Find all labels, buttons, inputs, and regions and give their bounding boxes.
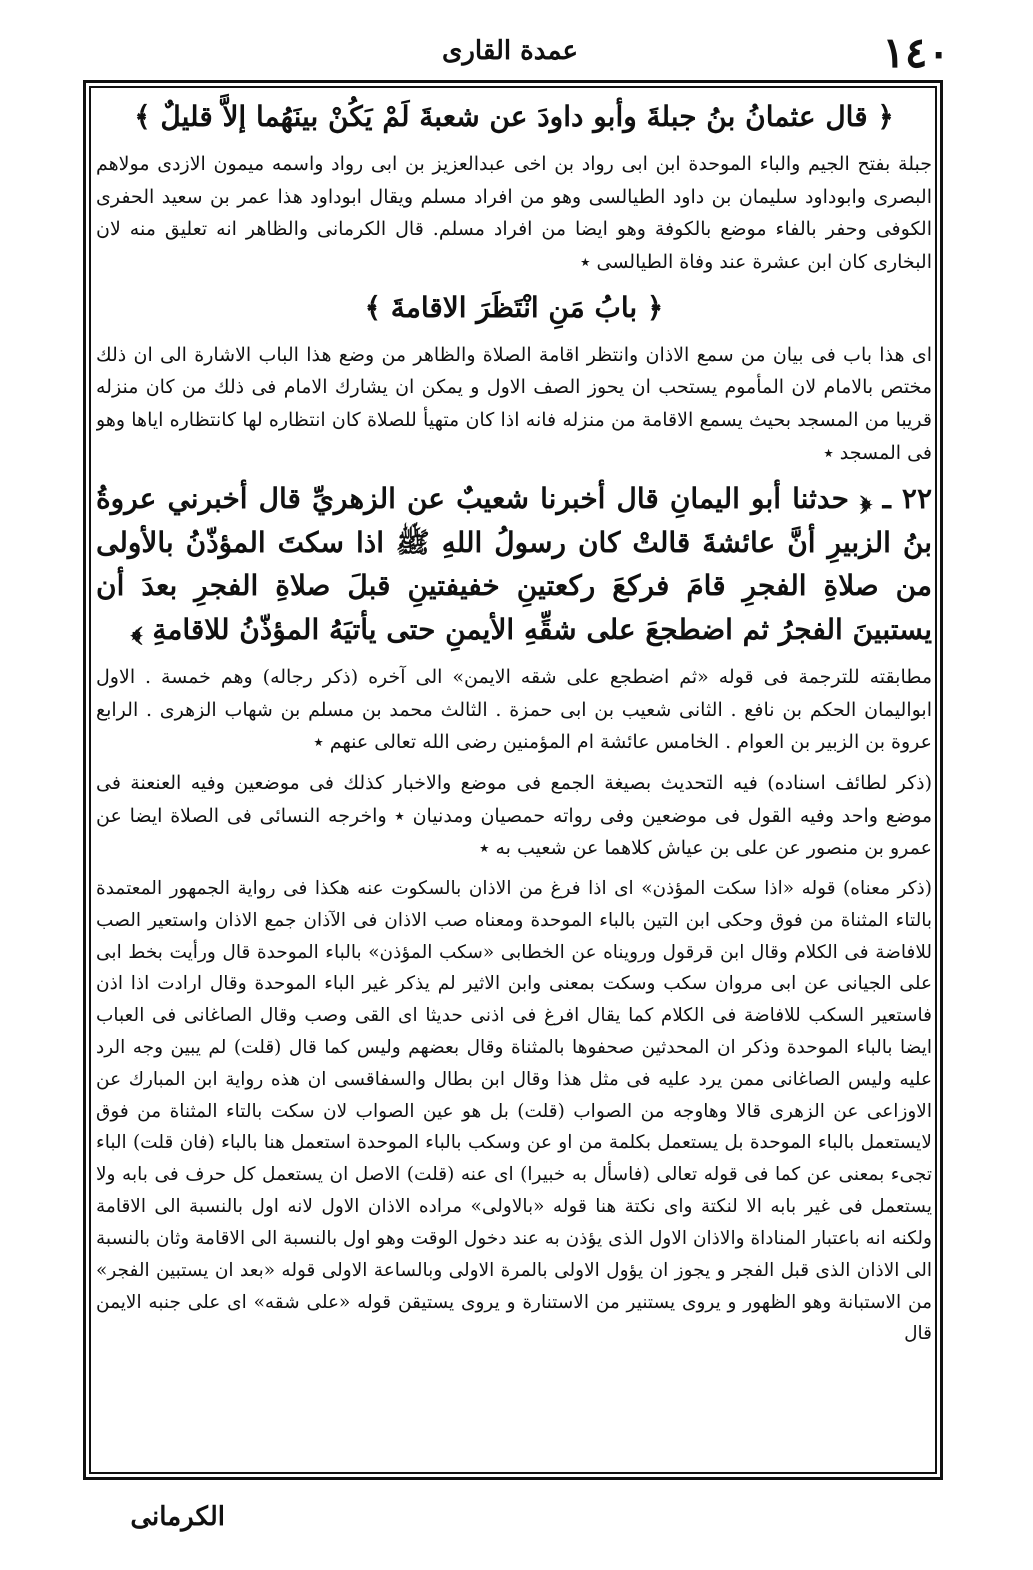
- catchword: الكرمانی: [130, 1502, 225, 1532]
- commentary-paragraph: جبلة بفتح الجيم والباء الموحدة ابن ابی رواد بن اخی عبدالعزيز بن ابی رواد واسمه ميمون الازدی مولاهم البصری وابوداود سليمان بن داود الطيالسی وهو من افراد مسلم ويقال ابوداود هذا عمر بن سعيد الحفری الكوفی وحفر بالفاء موضع بالكوفة وهو ايضا من افراد مسلم. قال الكرمانی والظاهر انه تعليق منه لان البخاری كان ابن عشرة عند وفاة الطيالسی ٭: [96, 153, 932, 274]
- commentary-paragraph: (ذكر معناه) قوله «اذا سكت المؤذن» ای اذا فرغ من الاذان بالسكوت عنه هكذا فی رواية الجمهور المعتمدة بالتاء المثناة من فوق وحكی ابن التين بالباء الموحدة ومعناه صب الاذان فی الآذان جمع الاذان واستعير الصب للافاضة فی الكلام وقال ابن قرقول ورويناه عن الخطابی «سكب المؤذن» بالباء الموحدة قال ورأيت بخط ابی علی الجيانی عن ابی مروان سكب وسكت بمعنی وابن الاثير لم يذكر غير الباء الموحدة وقال ارادت اذا اذن فاستعير السكب للافاضة فی الكلام كما يقال افرغ فی اذنی حديثا ای القی وصب وقال الصاغانی فی العباب ايضا بالباء الموحدة وذكر ان المحدثين صحفوها بالمثناة وقال بعضهم وليس كما قال (قلت) لم يبين وجه الرد عليه وليس الصاغانی ممن يرد عليه فی مثل هذا وقال ابن بطال والسفاقسی ان هذه رواية ابن المبارك عن الاوزاعی عن الزهری قالا وهاوجه من الصواب (قلت) بل هو عين الصواب لان سكت بالتاء المثناة من فوق لايستعمل بالباء الموحدة بل يستعمل بكلمة من او عن وسكب بالباء الموحدة استعمل هنا بالباء (فان قلت) الباء تجیء بمعنی عن كما فی قوله تعالی (فاسأل به خبيرا) ای عنه (قلت) الاصل ان يستعمل كل حرف فی بابه ولا يستعمل فی غير بابه الا لنكتة وای نكتة هنا قوله «بالاولی» مراده الاذان الاول لانه اول بالنسبة الی الاقامة ولكنه انه باعتبار المناداة والاذان الاول الذی يؤذن به عند دخول الوقت وهو اول بالنسبة الی الاقامة وثان بالنسبة الی الاذان الذی قبل الفجر و يجوز ان يؤول الاولی بالمرة الاولی وبالساعة الاولی قوله «بعد ان يستبين الفجر» من الاستبانة وهو الظهور و يروی يستنير من الاستنارة و يروی يستيقن قوله «علی شقه» ای علی جنبه الايمن قال: [96, 877, 932, 1345]
- page-number: ١٤٠: [882, 28, 950, 77]
- hadith-text: ٢٢ ـ ﴿ حدثنا أبو اليمانِ قال أخبرنا شعيبٌ عن الزهريِّ قال أخبرني عروةُ بنُ الزبيرِ أنَّ عائشةَ قالتْ كان رسولُ اللهِ ﷺ اذا سكتَ المؤذّنُ بالأولى من صلاةِ الفجرِ قامَ فركعَ ركعتينِ خفيفتينِ قبلَ صلاةِ الفجرِ بعدَ أن يستبينَ الفجرُ ثم اضطجعَ على شقِّهِ الأيمنِ حتى يأتيَهُ المؤذّنُ للاقامةِ ﴾: [96, 482, 932, 646]
- commentary-paragraph: (ذكر لطائف اسناده) فيه التحديث بصيغة الجمع فی موضع والاخبار كذلك فی موضعين وفيه العنعنة فی موضع واحد وفيه القول فی موضعين وفی رواته حمصيان ومدنيان ٭ واخرجه النسائی فی الصلاة ايضا عن عمرو بن منصور عن علی بن عياش كلاهما عن شعيب به ٭: [96, 771, 932, 860]
- text-body: [96, 92, 932, 1472]
- section-heading: ﴿ قال عثمانُ بنُ جبلةَ وأبو داودَ عن شعبةَ لَمْ يَكُنْ بينَهُما إلاَّ قليلٌ ﴾: [134, 100, 894, 133]
- commentary-paragraph: مطابقته للترجمة فی قوله «ثم اضطجع علی شقه الايمن» الی آخره (ذكر رجاله) وهم خمسة . الاول ابواليمان الحكم بن نافع . الثانی شعيب بن ابی حمزة . الثالث محمد بن مسلم بن شهاب الزهری . الرابع عروة بن الزبير بن العوام . الخامس عائشة ام المؤمنين رضی الله تعالی عنهم ٭: [96, 665, 932, 754]
- commentary-paragraph: ای هذا باب فی بيان من سمع الاذان وانتظر اقامة الصلاة والظاهر من وضع هذا الباب الاشارة الی ان ذلك مختص بالامام لان المأموم يستحب ان يحوز الصف الاول و يمكن ان يشارك الامام فی ذلك من كان منزله قريبا من المسجد بحيث يسمع الاقامة من منزله فانه اذا كان متهيأ للصلاة كان انتظاره لها كانتظاره اياها وهو فی المسجد ٭: [96, 343, 932, 464]
- chapter-heading: ﴿ بابُ مَنِ انْتَظَرَ الاقامةَ ﴾: [364, 290, 664, 324]
- page-header: [70, 20, 950, 80]
- running-title: عمدة القاری: [442, 36, 578, 66]
